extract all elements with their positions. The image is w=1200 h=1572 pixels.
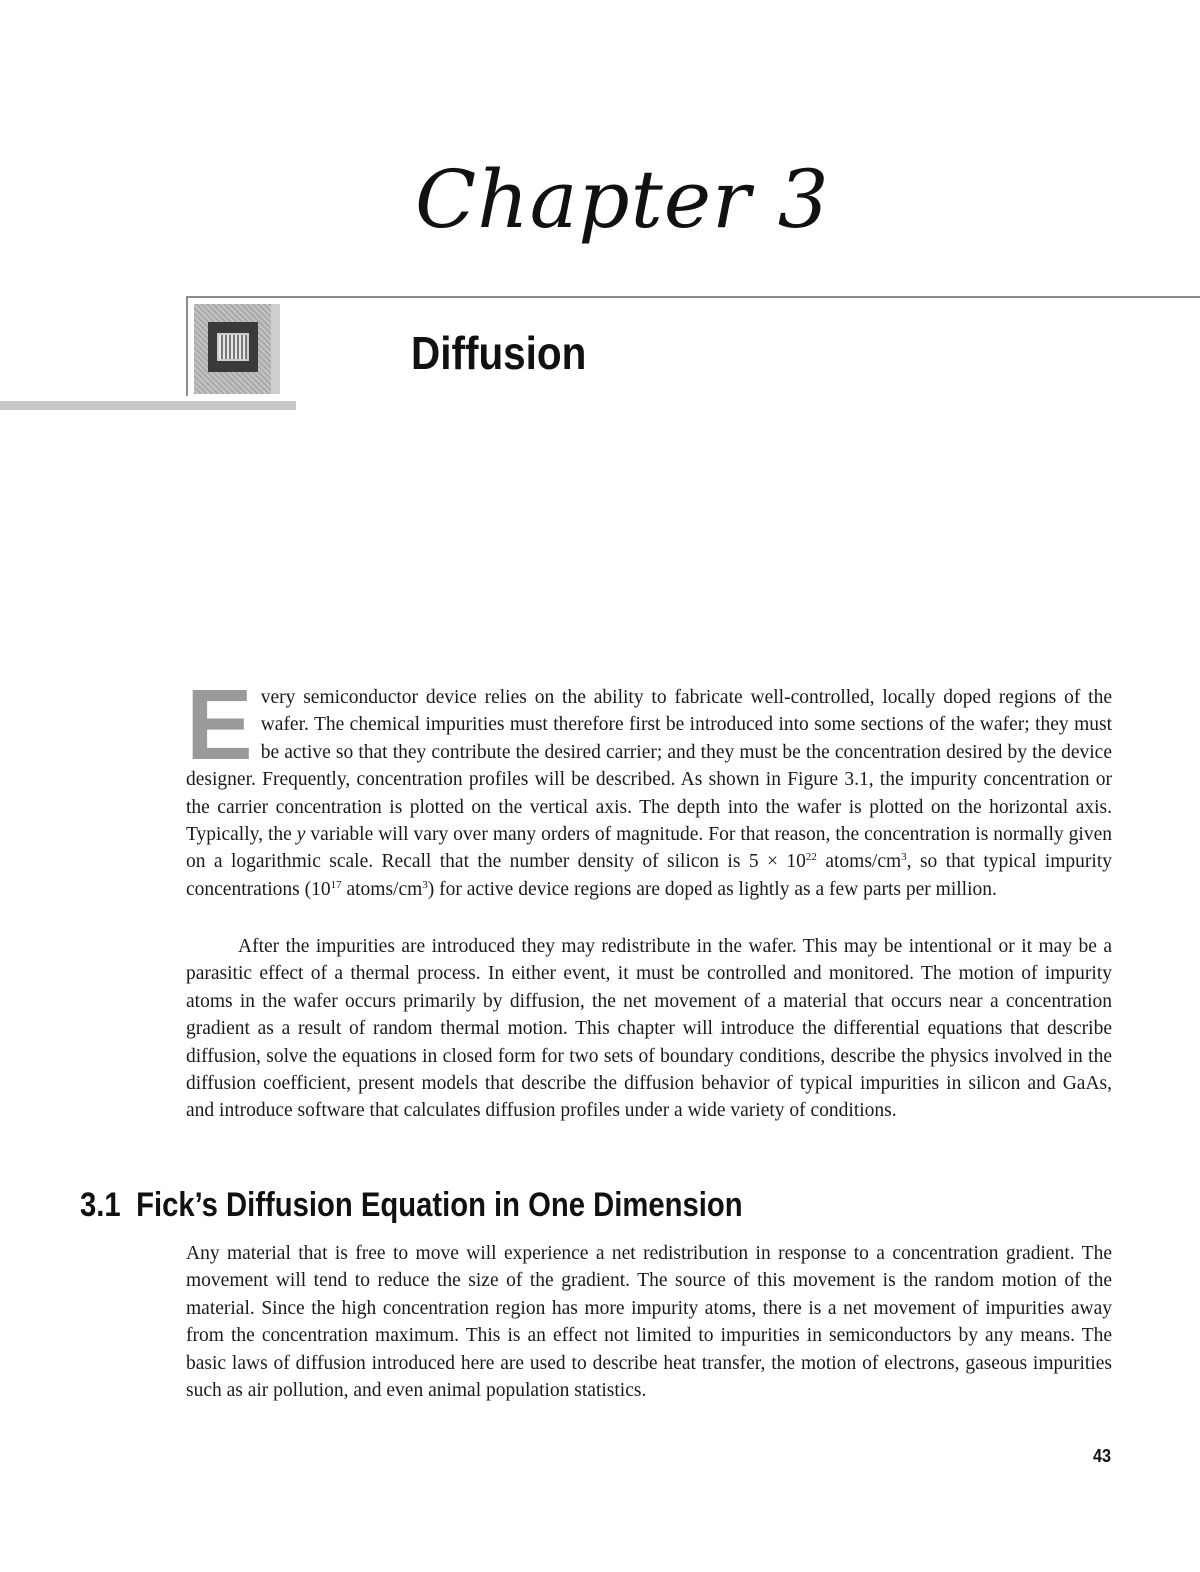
intro-text-6: ) for active device regions are doped as lightly as a few parts per million. [427,878,997,900]
intro-exponent-3: 17 [330,878,342,891]
chapter-title: Diffusion [411,327,587,379]
intro-text-1: very semiconductor device relies on the ability to fabricate well-controlled, locally doped regions of the wafer. The chemical impurities must therefore first be introduced into some sections of the wafer; they must be active so that they contribute the desired carrier; and they must be the concentration desired by the device designer. Frequently, concentration profiles will be described. As shown in Figure 3.1, the impurity concentration or the carrier concentration is plotted on the vertical axis. The depth into the wafer is plotted on the horizontal axis. Typically, the [186,687,1112,846]
chip-icon-body [208,322,258,372]
section-number: 3.1 [80,1186,121,1224]
intro-variable: y [296,824,306,846]
intro-text-4: , so that typical impurity concentrations (10 [186,851,1112,900]
intro-exponent-2: 3 [901,851,907,864]
intro-paragraph-2: After the impurities are introduced they may redistribute in the wafer. This may be intentional or it may be a parasitic effect of a thermal process. In either event, it must be controlled and monitored. The motion of impurity atoms in the wafer occurs primarily by diffusion, the net movement of a material that occurs near a concentration gradient as a result of random thermal motion. This chapter will introduce the differential equations that describe diffusion, solve the equations in closed form for two sets of boundary conditions, describe the physics involved in the diffusion coefficient, present models that describe the diffusion behavior of typical impurities in silicon and GaAs, and introduce software that calculates diffusion profiles under a wide variety of conditions. [186,936,1112,1122]
header-rule-vertical [186,296,188,396]
section-heading [80,1188,743,1222]
intro-exponent-4: 3 [422,878,428,891]
intro-text-2: variable will vary over many orders of magnitude. For that reason, the concentration is normally given on a logarithmic scale. Recall that the number density of silicon is 5 × 10 [186,824,1112,873]
section-paragraph: Any material that is free to move will experience a net redistribution in response to a concentration gradient. The movement will tend to reduce the size of the gradient. The source of this movement is the random motion of the material. Since the high concentration region has more impurity atoms, there is a net movement of impurities away from the concentration maximum. This is an effect not limited to impurities in semiconductors by any means. The basic laws of diffusion introduced here are used to describe heat transfer, the motion of electrons, gaseous impurities such as air pollution, and even animal population statistics. [186,1243,1112,1402]
intro-paragraph [186,669,1112,903]
section-title: Fick’s Diffusion Equation in One Dimension [136,1186,743,1224]
header-rule [186,296,1200,298]
chapter-label: Chapter 3 [415,153,830,246]
page-number: 43 [1093,1446,1112,1466]
chip-icon [194,304,280,394]
drop-cap: E [186,669,253,781]
intro-exponent-1: 22 [805,851,817,864]
intro-text-5: atoms/cm [341,878,423,900]
chip-icon-core [217,333,249,361]
intro-text-3: atoms/cm [816,851,902,873]
header-shadow-bar [0,401,296,410]
